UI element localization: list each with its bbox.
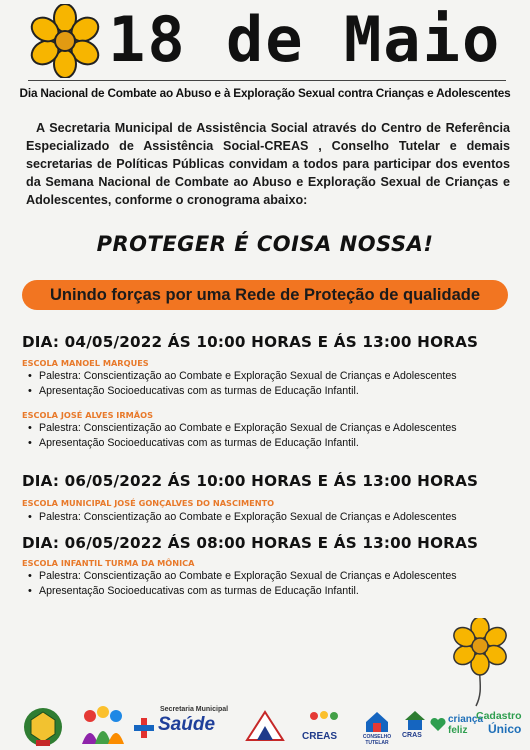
- list-item: • Apresentação Socioeducativas com as turmas de Educação Infantil.: [22, 436, 512, 451]
- health-secretariat-logo: [134, 706, 230, 742]
- school-name: ESCOLA MUNICIPAL JOSÉ GONÇALVES DO NASCIMENTO: [22, 498, 275, 508]
- flower-icon: [28, 4, 102, 78]
- cadastro-unico-logo: [476, 710, 528, 746]
- activity-list: [22, 510, 512, 525]
- logo-text: Saúde: [158, 714, 216, 735]
- event-day-heading: DIA: 04/05/2022 ÁS 10:00 HORAS E ÁS 13:00 HORAS: [22, 333, 479, 351]
- people-icon: [308, 710, 340, 728]
- social-assistance-logo: [78, 704, 128, 748]
- crianca-feliz-logo: [430, 714, 484, 744]
- cras-logo: [402, 710, 428, 748]
- flower-icon: [450, 618, 510, 708]
- page-title: 18 de Maio: [108, 3, 502, 76]
- list-item: • Palestra: Conscientização ao Combate e Exploração Sexual de Crianças e Adolescentes: [22, 369, 512, 384]
- list-item: • Apresentação Socioeducativas com as turmas de Educação Infantil.: [22, 584, 512, 599]
- creas-logo: [300, 710, 348, 748]
- logo-text: CRAS: [402, 732, 422, 739]
- list-item: • Palestra: Conscientização ao Combate e Exploração Sexual de Crianças e Adolescentes: [22, 421, 512, 436]
- education-logo: [243, 706, 287, 746]
- school-name: ESCOLA MANOEL MARQUES: [22, 358, 149, 368]
- page-subtitle: Dia Nacional de Combate ao Abuso e à Exploração Sexual contra Crianças e Adolescentes: [19, 86, 511, 100]
- logo-text: criança: [448, 714, 484, 725]
- activity-list: [22, 421, 512, 451]
- activity-list: [22, 369, 512, 399]
- intro-paragraph: A Secretaria Municipal de Assistência Social através do Centro de Referência Especializado de Assistência Social-CREAS , Conselho Tutelar e demais secretarias de Políticas Públicas convidam a todos para participar dos eventos da Semana Nacional de Combate ao Abuso e Exploração Sexual de Crianças e Adolescentes, conforme o cronograma abaixo:: [26, 121, 510, 207]
- theme-banner: Unindo forças por uma Rede de Proteção de qualidade: [22, 280, 508, 310]
- event-day-heading: DIA: 06/05/2022 ÁS 08:00 HORAS E ÁS 13:00 HORAS: [22, 534, 479, 552]
- health-cross-icon: [134, 718, 154, 738]
- logo-text: CONSELHO TUTELAR: [362, 734, 392, 746]
- logo-text: Cadastro: [476, 710, 522, 722]
- event-day-heading: DIA: 06/05/2022 ÁS 10:00 HORAS E ÁS 13:00 HORAS: [22, 472, 479, 490]
- logo-text: Secretaria Municipal: [160, 706, 229, 713]
- list-item: • Palestra: Conscientização ao Combate e Exploração Sexual de Crianças e Adolescentes: [22, 569, 512, 584]
- title-divider: [28, 80, 506, 81]
- school-name: ESCOLA INFANTIL TURMA DA MÔNICA: [22, 558, 195, 568]
- partner-logos: [0, 700, 530, 750]
- conselho-tutelar-logo: [358, 710, 396, 748]
- activity-list: [22, 569, 512, 599]
- slogan: PROTEGER É COISA NOSSA!: [96, 232, 434, 256]
- logo-text: CREAS: [302, 731, 338, 742]
- school-name: ESCOLA JOSÉ ALVES IRMÃOS: [22, 410, 154, 420]
- logo-text: feliz: [448, 725, 468, 736]
- house-icon: [404, 710, 426, 730]
- list-item: • Apresentação Socioeducativas com as turmas de Educação Infantil.: [22, 384, 512, 399]
- municipal-crest-logo: [22, 706, 64, 748]
- list-item: • Palestra: Conscientização ao Combate e Exploração Sexual de Crianças e Adolescentes: [22, 510, 512, 525]
- house-icon: [364, 710, 390, 732]
- header: [0, 0, 530, 110]
- logo-text: Único: [488, 722, 522, 736]
- heart-icon: [430, 717, 446, 733]
